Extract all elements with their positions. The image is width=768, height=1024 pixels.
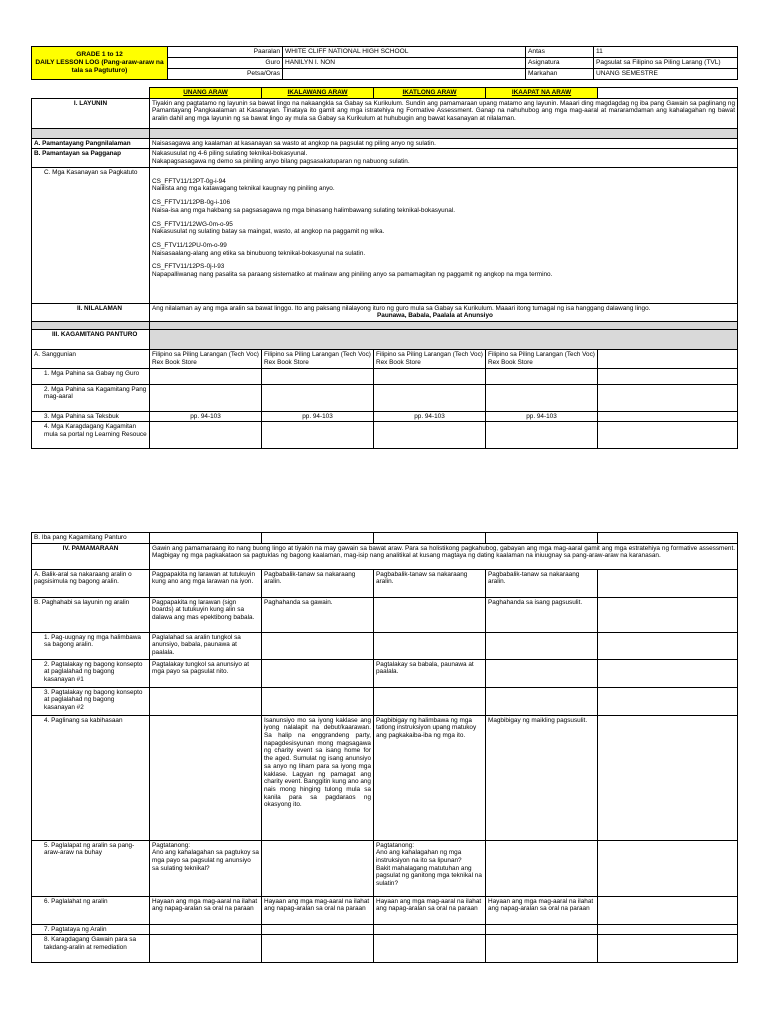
- proc-cell: Paghahanda sa isang pagsusulit.: [486, 597, 598, 632]
- empty-cell: [598, 368, 738, 384]
- iba-pang-kagamitan-label: B. Iba pang Kagamitang Panturo: [32, 533, 150, 544]
- proc-label: 8. Karagdagang Gawain para sa takdang-aralin at remediation: [32, 935, 150, 963]
- proc-cell: [150, 924, 262, 935]
- petsa-value: [283, 68, 526, 79]
- proc-label: 4. Paglinang sa kabihasaan: [32, 715, 150, 840]
- proc-cell: [262, 840, 374, 896]
- day-header-blank: [598, 88, 738, 99]
- proc-cell: [262, 687, 374, 715]
- proc-cell: Isanunsiyo mo sa iyong kaklase ang iyong nalalapit na debut/kaarawan. Sa halip na enggrandeng party, napagdesisyunan mong magsagawa ng charity event sa isang home for the aged. Sumulat ng isang anunsiyo sa anyo ng liham para sa iyong mga kaklase. Lagyan ng pamagat ang charity event. Banggitin kung ano ang nais mong hinging tulong mula sa kanila para sa pagdaraos ng okasyong ito.: [262, 715, 374, 840]
- competency-text: Naisa-isa ang mga hakbang sa pagsasagawa ng mga binasang halimbawang sulating teknikal-bokasyunal.: [152, 206, 456, 214]
- lesson-table-part2: [31, 532, 738, 963]
- empty-cell: [598, 687, 738, 715]
- proc-cell: [150, 687, 262, 715]
- pamantayang-pangnilalaman-label: A. Pamantayang Pangnilalaman: [32, 138, 150, 149]
- proc-cell: Pagtatanong: Ano ang kahalagahan ng mga instruksiyon na ito sa lipunan? Bakit mahalagang matutuhan ang pagsulat ng ganitong mga teknikal na sulatin?: [374, 840, 486, 896]
- proc-cell: [486, 687, 598, 715]
- empty-cell: [598, 896, 738, 924]
- paaralan-value: WHITE CLIFF NATIONAL HIGH SCHOOL: [283, 47, 526, 58]
- empty-cell: [486, 384, 598, 411]
- proc-label: 5. Paglalapat ng aralin sa pang-araw-araw na buhay: [32, 840, 150, 896]
- competency-code: CS_FFTV11/12PB-0g-i-106: [152, 199, 231, 207]
- proc-cell: [150, 715, 262, 840]
- guro-value: HANILYN I. NON: [283, 57, 526, 68]
- competency-item: [152, 263, 735, 278]
- proc-cell: [374, 924, 486, 935]
- asignatura-value: Pagsulat sa Filipino sa Piling Larang (TVL): [594, 57, 738, 68]
- empty-cell: [598, 411, 738, 422]
- dll-title: DAILY LESSON LOG (Pang-araw-araw na tala sa Pagtuturo): [35, 58, 164, 74]
- proc-cell: [486, 840, 598, 896]
- empty-cell: [486, 368, 598, 384]
- competency-item: [152, 221, 735, 236]
- day-header: IKALAWANG ARAW: [262, 88, 374, 99]
- sanggunian-day4: Filipino sa Piling Larangan (Tech Voc) Rex Book Store: [486, 350, 598, 368]
- proc-cell: Pagtatanong: Ano ang kahalagahan sa pagtukoy sa mga payo sa pagsulat ng anunsiyo sa sulating teknikal?: [150, 840, 262, 896]
- empty-cell: [150, 384, 262, 411]
- pamantayan-sa-pagganap-label: B. Pamantayan sa Pagganap: [32, 149, 150, 167]
- competency-code: CS_FFTV11/12PT-0g-i-94: [152, 177, 226, 185]
- grade-label: GRADE 1 to 12: [76, 51, 123, 58]
- proc-cell: Paghahanda sa gawain.: [262, 597, 374, 632]
- sanggunian-day3: Filipino sa Piling Larangan (Tech Voc) Rex Book Store: [374, 350, 486, 368]
- empty-cell: [598, 924, 738, 935]
- gray-spacer: [32, 128, 150, 138]
- kagamitang-panturo-label: III. KAGAMITANG PANTURO: [32, 330, 150, 350]
- proc-label: 7. Pagtataya ng Aralin: [32, 924, 150, 935]
- competency-item: [152, 242, 735, 257]
- competency-text: Napapalliwanag nang pasalita sa paraang sistematiko at malinaw ang piniling anyo sa pamamagitan ng paggamit ng angkop na mga termino.: [152, 270, 553, 278]
- teksbuk-pages: pp. 94-103: [486, 411, 598, 422]
- pamantayang-pangnilalaman-text: Naisasagawa ang kaalaman at kasanayan sa wasto at angkop na pagsulat ng piling anyo ng sulatin.: [150, 138, 738, 149]
- proc-cell: Magbibigay ng maikling pagsusulit.: [486, 715, 598, 840]
- proc-cell: [374, 632, 486, 659]
- day-header: UNANG ARAW: [150, 88, 262, 99]
- competency-item: [152, 178, 735, 193]
- proc-cell: [486, 935, 598, 963]
- pagganap-line: Nakasusulat ng 4-6 piling sulating teknikal-bokasyunal.: [152, 150, 308, 158]
- proc-cell: Paglalahad sa aralin tungkol sa anunsiyo, babala, paunawa at paalala.: [150, 632, 262, 659]
- gray-spacer: [150, 330, 738, 350]
- empty-cell: [150, 368, 262, 384]
- competency-text: Naisasaalang-alang ang etika sa binubuong teknikal-bokasyunal na sulatin.: [152, 249, 366, 257]
- proc-cell: [486, 924, 598, 935]
- gabay-ng-guro-label: 1. Mga Pahina sa Gabay ng Guro: [32, 368, 150, 384]
- gray-spacer: [32, 322, 150, 330]
- asignatura-label: Asignatura: [526, 57, 594, 68]
- mga-kasanayan-label: C. Mga Kasanayan sa Pagkatuto: [32, 167, 150, 303]
- proc-cell: [262, 632, 374, 659]
- competency-code: CS_FFTV11/12WG-0m-o-95: [152, 220, 233, 228]
- competencies-cell: [150, 167, 738, 303]
- empty-cell: [598, 715, 738, 840]
- proc-cell: Hayaan ang mga mag-aaral na ilahat ang napag-aralan sa oral na paraan: [374, 896, 486, 924]
- competency-code: CS_FFTV11/12PS-0j-l-93: [152, 263, 225, 271]
- proc-cell: Pagbibigay ng halimbawa ng mga tatlong instruksiyon upang matukoy ang pagkakaiba-iba ng mga ito.: [374, 715, 486, 840]
- proc-label: 1. Pag-uugnay ng mga halimbawa sa bagong aralin.: [32, 632, 150, 659]
- empty-cell: [598, 935, 738, 963]
- empty-cell: [486, 422, 598, 449]
- proc-cell: [486, 632, 598, 659]
- empty-cell: [598, 659, 738, 687]
- proc-cell: Pagbabalik-tanaw sa nakaraang aralin.: [486, 569, 598, 597]
- empty-cell: [374, 422, 486, 449]
- empty-cell: [374, 533, 486, 544]
- proc-label: 3. Pagtalakay ng bagong konsepto at paglalahad ng bagong kasanayan #2: [32, 687, 150, 715]
- competency-text: Nakasusulat ng sulating batay sa maingat, wasto, at angkop na paggamit ng wika.: [152, 228, 385, 236]
- proc-cell: [150, 935, 262, 963]
- proc-cell: Hayaan ang mga mag-aaral na ilahat ang napag-aralan sa oral na paraan: [262, 896, 374, 924]
- empty-cell: [598, 384, 738, 411]
- empty-cell: [598, 422, 738, 449]
- antas-value: 11: [594, 47, 738, 58]
- pamamaraan-text: Gawin ang pamamaraang ito nang buong lingo at tiyakin na may gawain sa bawat araw. Para sa holistikong pagkahubog, gabayan ang mga mag-aaral gamit ang mga estratehiya ng formative assessment. Magbigay ng mga pagkakataon sa pagtuklas ng bagong kaalaman, mag-isip nang analitikal at kusang magtaya ng dating kaalaman na iniuugnay sa pang-araw-araw na karanasan.: [150, 543, 738, 569]
- proc-label: B. Paghahabi sa layunin ng aralin: [32, 597, 150, 632]
- grade-title-cell: [32, 47, 168, 80]
- proc-cell: [374, 597, 486, 632]
- empty-cell: [486, 533, 598, 544]
- proc-cell: Pagpapakita ng larawan at tutukuyin kung ano ang mga larawan na iyon.: [150, 569, 262, 597]
- sanggunian-day2: Filipino sa Piling Larangan (Tech Voc) Rex Book Store: [262, 350, 374, 368]
- proc-cell: Pagpapakita ng larawan (sign boards) at tutukuyin kung alin sa dalawa ang mas epektibong babala.: [150, 597, 262, 632]
- layunin-label: I. LAYUNIN: [32, 98, 150, 128]
- nilalaman-topic: Paunawa, Babala, Paalala at Anunsiyo: [377, 312, 493, 320]
- empty-cell: [598, 840, 738, 896]
- competency-item: [152, 199, 735, 214]
- paaralan-label: Paaralan: [168, 47, 283, 58]
- teksbuk-pages: pp. 94-103: [262, 411, 374, 422]
- empty-cell: [262, 368, 374, 384]
- antas-label: Antas: [526, 47, 594, 58]
- proc-cell: Pagbabalik-tanaw sa nakaraang aralin.: [262, 569, 374, 597]
- empty-cell: [598, 533, 738, 544]
- empty-cell: [262, 533, 374, 544]
- nilalaman-label: II. NILALAMAN: [32, 303, 150, 321]
- empty-cell: [374, 384, 486, 411]
- guro-label: Guro: [168, 57, 283, 68]
- proc-cell: [262, 924, 374, 935]
- empty-cell: [150, 422, 262, 449]
- proc-cell: Pagtalakay tungkol sa anunsiyo at mga payo sa pagsulat nito.: [150, 659, 262, 687]
- proc-cell: Pagbabalik-tanaw sa nakaraang aralin.: [374, 569, 486, 597]
- pagganap-line: Nakapagsasagawa ng demo sa piniling anyo bilang pagsasakatuparan ng nabuong sulatin.: [152, 158, 410, 166]
- empty-cell: [598, 569, 738, 597]
- pamamaraan-label: IV. PAMAMARAAN: [32, 543, 150, 569]
- proc-label: A. Balik-aral sa nakaraang aralin o pagsisimula ng bagong aralin.: [32, 569, 150, 597]
- gray-spacer: [150, 322, 738, 330]
- proc-cell: Hayaan ang mga mag-aaral na ilahat ang napag-aralan sa oral na paraan: [486, 896, 598, 924]
- empty-cell: [262, 384, 374, 411]
- empty-cell: [598, 597, 738, 632]
- proc-cell: [374, 687, 486, 715]
- sanggunian-label: A. Sanggunian: [32, 350, 150, 368]
- teksbuk-label: 3. Mga Pahina sa Teksbuk: [32, 411, 150, 422]
- empty-cell: [262, 422, 374, 449]
- day-header: IKATLONG ARAW: [374, 88, 486, 99]
- nilalaman-text: [150, 303, 738, 321]
- pamantayan-sa-pagganap-text: [150, 149, 738, 167]
- empty-cell: [598, 350, 738, 368]
- header-table: [31, 46, 738, 80]
- proc-cell: [262, 935, 374, 963]
- proc-cell: Hayaan ang mga mag-aaral na ilahat ang napag-aralan sa oral na paraan: [150, 896, 262, 924]
- teksbuk-pages: pp. 94-103: [374, 411, 486, 422]
- empty-cell: [150, 533, 262, 544]
- sanggunian-day1: Filipino sa Piling Larangan (Tech Voc) Rex Book Store: [150, 350, 262, 368]
- petsa-label: Petsa/Oras: [168, 68, 283, 79]
- markahan-label: Markahan: [526, 68, 594, 79]
- competency-text: Naiilista ang mga katawagang teknikal kaugnay ng piniling anyo.: [152, 185, 335, 193]
- proc-cell: [374, 935, 486, 963]
- nilalaman-desc: Ang nilalaman ay ang mga aralin sa bawat linggo. Ito ang paksang nilalayong ituro ng guro mula sa Gabay sa Kurikulum. Maaari itong tumagal ng isa hanggang dalawang lingo.: [152, 304, 651, 312]
- karagdagang-kagamitan-label: 4. Mga Karagdagang Kagamitan mula sa portal ng Learning Resouce: [32, 422, 150, 449]
- proc-label: 6. Paglalahat ng aralin: [32, 896, 150, 924]
- proc-label: 2. Pagtalakay ng bagong konsepto at paglalahad ng bagong kasanayan #1: [32, 659, 150, 687]
- kagamitang-pang-mag-aaral-label: 2. Mga Pahina sa Kagamitang Pang mag-aaral: [32, 384, 150, 411]
- proc-cell: [486, 659, 598, 687]
- competency-code: CS_FTV11/12PU-0m-o-99: [152, 241, 227, 249]
- proc-cell: [262, 659, 374, 687]
- lesson-table-part1: [31, 87, 738, 449]
- teksbuk-pages: pp. 94-103: [150, 411, 262, 422]
- day-header: IKAAPAT NA ARAW: [486, 88, 598, 99]
- empty-cell: [374, 368, 486, 384]
- proc-cell: Pagtalakay sa babala, paunawa at paalala.: [374, 659, 486, 687]
- gray-spacer: [150, 128, 738, 138]
- days-spacer: [32, 88, 150, 99]
- layunin-text: Tiyakin ang pagtatamo ng layunin sa bawat lingo na nakaangkla sa Gabay sa Kurikulum. Sundin ang pamamaraan upang matamo ang layunin. Maaari ding magdagdag ng iba pang Gawain sa paglinang ng Pamantayang Pangkaalaman at Kasanayan. Tinataya ito gamit ang mga istratehiya ng Formative Assessment. Ganap na nahuhubog ang mga mag-aaral at mararamdaman ang kahalagahan ng bawat aralin dahil ang mga layunin ng sa bawat lingo ay mula sa Gabay sa Kurikulum at huhubugin ang bawat kasanayan at nilalaman.: [150, 98, 738, 128]
- markahan-value: UNANG SEMESTRE: [594, 68, 738, 79]
- empty-cell: [598, 632, 738, 659]
